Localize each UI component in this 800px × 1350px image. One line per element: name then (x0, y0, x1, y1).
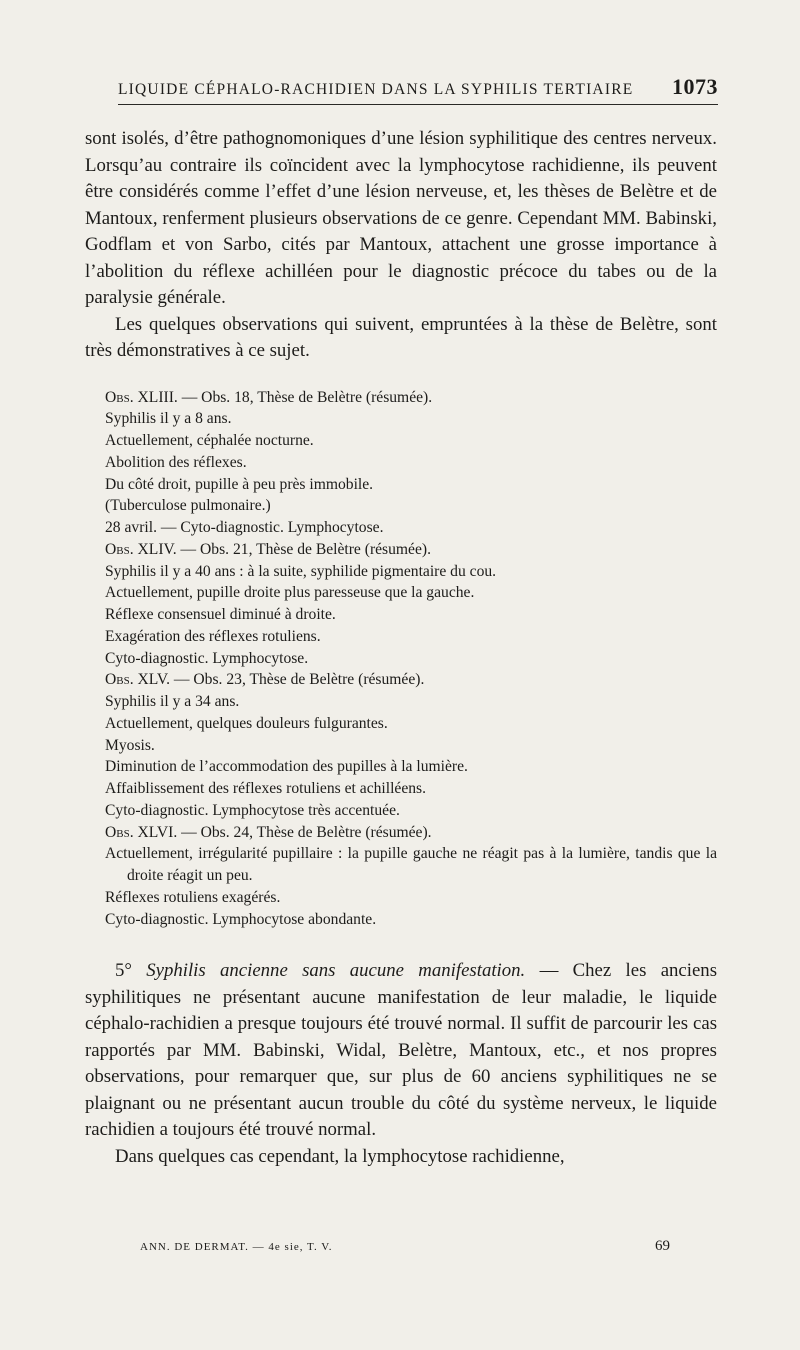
observation-line (105, 887, 717, 909)
observation-line (105, 430, 717, 452)
obs-text: XLV. — Obs. 23, Thèse de Belètre (résumée). (137, 671, 425, 689)
observation-line (105, 408, 717, 430)
observations-list (105, 387, 717, 931)
obs-text: Réflexes rotuliens exagérés. (105, 888, 281, 906)
running-header (118, 74, 718, 100)
obs-text: Affaiblissement des réflexes rotuliens et achilléens. (105, 780, 427, 797)
obs-abbreviation: Obs. (105, 388, 134, 406)
obs-abbreviation: Obs. (105, 540, 134, 558)
obs-text: XLIII. — Obs. 18, Thèse de Belètre (résumée). (137, 388, 433, 406)
observation-line (105, 909, 717, 931)
obs-text: Actuellement, quelques douleurs fulgurantes. (105, 714, 388, 732)
observation-line (105, 452, 717, 474)
obs-text: XLIV. — Obs. 21, Thèse de Belètre (résumée). (137, 540, 431, 558)
section-text: — Chez les anciens syphilitiques ne présentant aucune manifestation de leur maladie, le liquide céphalo-rachidien a presque toujours été trouvé normal. Il suffit de parcourir les cas rapportés par MM. Babinski, Widal, Belètre, Mantoux, etc., et nos propres observations, pour remarquer que, sur plus de 60 anciens syphilitiques ne se plaignant ou ne présentant aucun trouble du côté du système nerveux, le liquide rachidien a toujours été trouvé normal. (85, 960, 718, 1141)
obs-text: Diminution de l’accommodation des pupilles à la lumière. (105, 758, 468, 776)
observation-line (105, 778, 717, 800)
section-title: Syphilis ancienne sans aucune manifestation. (146, 960, 526, 982)
observation-line (105, 691, 717, 713)
obs-text: Du côté droit, pupille à peu près immobile. (105, 475, 374, 493)
observation-line (105, 713, 717, 735)
obs-text: Syphilis il y a 40 ans : à la suite, syphilide pigmentaire du cou. (105, 562, 497, 580)
observation-heading (105, 822, 717, 844)
obs-text: Myosis. (105, 736, 155, 754)
obs-text: Abolition des réflexes. (105, 453, 247, 471)
observation-line (105, 756, 717, 778)
last-paragraph: Dans quelques cas cependant, la lymphocytose rachidienne, (115, 1145, 565, 1167)
observation-line (105, 735, 717, 757)
journal-signature: ANN. DE DERMAT. — 4e sie, T. V. (140, 1241, 333, 1253)
obs-text: Cyto-diagnostic. Lymphocytose très accentuée. (105, 801, 400, 819)
observation-heading (105, 669, 717, 691)
obs-text: Cyto-diagnostic. Lymphocytose abondante. (105, 910, 377, 928)
observation-line (105, 626, 717, 648)
obs-text: Réflexe consensuel diminué à droite. (105, 606, 336, 623)
obs-text: (Tuberculose pulmonaire.) (105, 497, 271, 515)
obs-text: Exagération des réflexes rotuliens. (105, 627, 321, 645)
obs-abbreviation: Obs. (105, 671, 134, 689)
page-footer (140, 1238, 670, 1255)
observation-line (105, 648, 717, 670)
obs-abbreviation: Obs. (105, 823, 134, 841)
obs-text: Syphilis il y a 8 ans. (105, 410, 232, 428)
gathering-signature: 69 (655, 1238, 670, 1254)
observation-line (105, 495, 717, 517)
observation-line (105, 517, 717, 539)
obs-text: Cyto-diagnostic. Lymphocytose. (105, 649, 309, 667)
observation-line (105, 582, 717, 604)
observation-heading (105, 539, 717, 561)
main-text (85, 126, 717, 1170)
obs-text: Actuellement, pupille droite plus paresseuse que la gauche. (105, 584, 475, 602)
observation-line (105, 800, 717, 822)
section-5-paragraph (85, 958, 717, 1144)
observation-heading (105, 387, 717, 409)
header-rule (118, 104, 718, 105)
paragraph-continuation: sont isolés, d’être pathognomoniques d’une lésion syphilitique des centres nerveux. Lorsqu’au contraire ils coïncident avec la lymphocytose rachidienne, ils peuvent être considérés comme l’effet d’une lésion nerveuse, et, les thèses de Belètre et de Mantoux, renferment plusieurs observations de ce genre. Cependant MM. Babinski, Godflam et von Sarbo, cités par Mantoux, attachent une grosse importance à l’abolition du réflexe achilléen pour le diagnostic précoce du tabes ou de la paralysie générale. (85, 128, 717, 308)
obs-text: Syphilis il y a 34 ans. (105, 693, 240, 710)
observation-line (105, 843, 717, 887)
obs-text: 28 avril. — Cyto-diagnostic. Lymphocytose. (105, 519, 384, 536)
observation-line (105, 604, 717, 626)
section-number: 5° (115, 960, 132, 982)
obs-text: Actuellement, irrégularité pupillaire : la pupille gauche ne réagit pas à la lumière, tandis que la droite réagit un peu. (105, 845, 717, 884)
running-title: LIQUIDE CÉPHALO-RACHIDIEN DANS LA SYPHILIS TERTIAIRE (118, 81, 634, 98)
obs-text: XLVI. — Obs. 24, Thèse de Belètre (résumée). (137, 823, 432, 841)
obs-text: Actuellement, céphalée nocturne. (105, 432, 314, 449)
page-number: 1073 (672, 74, 718, 99)
paragraph-intro-observations: Les quelques observations qui suivent, empruntées à la thèse de Belètre, sont très démonstratives à ce sujet. (85, 313, 717, 361)
observation-line (105, 474, 717, 496)
observation-line (105, 561, 717, 583)
